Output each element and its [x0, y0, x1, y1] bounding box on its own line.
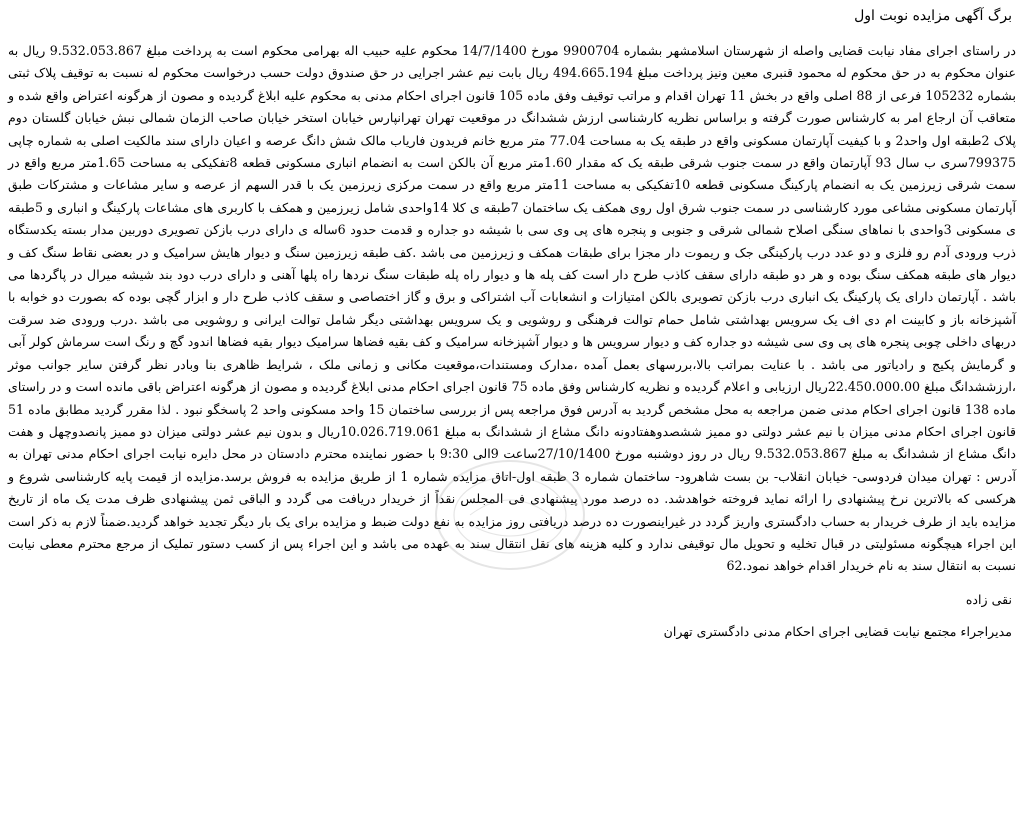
- notice-title: برگ آگهی مزایده نوبت اول: [854, 8, 1012, 24]
- signer-title: مدیراجراء مجتمع نیابت قضایی اجرای احکام مدنی دادگستری تهران: [663, 623, 1012, 639]
- notice-body: در راستای اجرای مفاد نیابت قضایی واصله از شهرستان اسلامشهر بشماره 9900704 مورخ 14/7/1400 محکوم علیه حبیب اله بهرامی محکوم است به پرداخت مبلغ 9.532.053.867 ریال به عنوان محکوم به در حق محکوم له محمود قنبری معین ونیز پرداخت مبلغ 494.665.194 ریال بابت نیم عشر اجرایی در حق صندوق دولت حسب درخواست محکوم له نسبت به توقیف پلاک ثبتی بشماره 105232 فرعی از 88 اصلی واقع در بخش 11 تهران اقدام و مراتب توقیف وفق ماده 105 قانون اجرای احکام مدنی به محکوم علیه ابلاغ گردیده و مصون از هرگونه اعتراض واقع شده و متعاقب آن ارجاع امر به کارشناس صورت گرفته و براساس نظریه کارشناسی ارزش ششدانگ در موقعیت تهران تهرانپارس خیابان استخر خیابان صاحب الزمان شمالی نبش خیابان گلستان دوم پلاک 2طبقه اول واحد2 و با کیفیت آپارتمان مسکونی واقع در طبقه یک به مساحت 77.04 متر مربع خانم فریدون فاریاب مالک شش دانگ عرصه و اعیان دارای سند مالکیت اصلی به شماره چاپی 799375سری ب سال 93 آپارتمان واقع در سمت جنوب شرقی طبقه یک که مقدار 1.60متر مربع آن بالکن است به انضمام انباری مسکونی قطعه 8تفکیکی به مساحت 1.65متر مربع واقع در سمت شرقی زیرزمین یک به انضمام پارکینگ مسکونی قطعه 10تفکیکی به مساحت 11متر مربع واقع در سمت مرکزی زیرزمین یک با قدر السهم از عرصه و سایر مشاعات و مشترکات طبق آپارتمان مسکونی مشاعی مورد کارشناسی در سمت جنوب شرق اول روی همکف یک ساختمان 7طبقه ی کلا 14واحدی شامل زیرزمین و همکف با کاربری های مشاعات پارکینگ و انباری و 5طبقه ی مسکونی 3واحدی با نماهای سنگی اصلاح شمالی شرقی و جنوبی و پنجره های پی وی سی با شیشه دو جداره و قدمت حدود 6ساله ی دارای درب بازکن تصویری دوربین مدار بسته یکدستگاه ذرب ورودی آدم رو فلزی و دو عدد درب پارکینگی جک و ریموت دار مجزا برای طبقات همکف و زیرزمین می باشد .کف طبقه زیرزمین سنگ و دیوار هایش سرامیک و در بعضی نقاط سنگ کف و دیوار های طبقه همکف سنگ بوده و هر دو طبقه دارای سقف کاذب طرح دار است کف پله ها و دیوار راه پله طبقات سنگ نردها راه پلها آهنی و دارای درب دود بند شیشه میرال در پاگردها می باشد . آپارتمان دارای یک پارکینگ یک انباری درب بازکن تصویری بالکن امتیازات و انشعابات آب اشتراکی و برق و گاز اختصاصی و سقف کاذب طرح دار و ابزار گچی بوده که بصورت دو خوابه با آشپزخانه باز و کابینت ام دی اف یک سرویس بهداشتی شامل حمام توالت فرهنگی و روشویی و یک سرویس بهداشتی دیگر شامل توالت ایرانی و روشویی می باشد .درب ورودی ضد سرقت دربهای داخلی چوبی پنجره های پی وی سی شیشه دو جداره کف و دیوار سرویس ها و دیوار آشپزخانه سرامیک و کف بقیه فضاها سرامیک دیوار بقیه فضاها اندود گچ و رنگ است سرماش کولر آبی و گرمایش پکیج و رادیاتور می باشد . با عنایت بمراتب بالا،بررسهای بعمل آمده ،مدارک ومستندات،موقعیت مکانی و زمانی ملک ، شرایط ظاهری بنا وبادر نظر گرفتن سایر جوانب موثر ،ارزششدانگ مبلغ 22.450.000.00ریال ارزیابی و اعلام گردیده و نظریه کارشناس وفق ماده 75 قانون اجرای احکام مدنی ابلاغ گردیده و مصون از هرگونه اعتراض باقی مانده است و در راستای ماده 138 قانون اجرای احکام مدنی ضمن مراجعه به محل مشخص گردید به آدرس فوق مراجعه پس از بررسی ساختمان 15 واحد مسکونی واحد 2 پاسخگو نبود . لذا مقرر گردید مطابق ماده 51 قانون اجرای احکام مدنی میزان با نیم عشر دولتی دو ممیز ششصدوهفتادونه دانگ مشاع از ششدانگ به مبلغ 10.026.719.061ریال و بدون نیم عشر دولتی میزان دو ممیز پانصدوچهل و هفت دانگ مشاع از ششدانگ به مبلغ 9.532.053.867 ریال در روز دوشنبه مورخ 27/10/1400ساعت 9الی 9:30 با حضور نماینده محترم دادستان در محل دایره نیابت اجرای احکام مدنی تهران به آدرس : تهران میدان فردوسی- خیابان انقلاب- بن بست شاهرود- ساختمان شماره 3 طبقه اول-اتاق مزایده شماره 1 از طریق مزایده به فروش برسد.مزایده از قیمت پایه کارشناسی شروع و هرکسی که بالاترین نرخ پیشنهادی را ارائه نماید فروخته خواهدشد. ده درصد مورد پیشنهادی فی المجلس نقداً از خریدار دریافت می گردد و الباقی ثمن پیشنهادی ظرف مدت یک ماه از تاریخ مزایده باید از طرف خریدار به حساب دادگستری واریز گردد در غیراینصورت ده درصد دریافتی روز مزایده به نفع دولت ضبط و مزایده برای یک بار دیگر تجدید خواهد گردید.ضمناً لازم به ذکر است این اجراء هیچگونه مسئولیتی در قبال تخلیه و تحویل مال توقیفی ندارد و کلیه هزینه های نقل انتقال سند به عهده می باشد و این اجراء پس از کسب دستور تملیک از مرجع محترم معطی نیابت نسبت به انتقال سند به نام خریدار اقدام خواهد نمود.62: [8, 43, 1017, 574]
- signer-name: نقی زاده: [965, 591, 1012, 607]
